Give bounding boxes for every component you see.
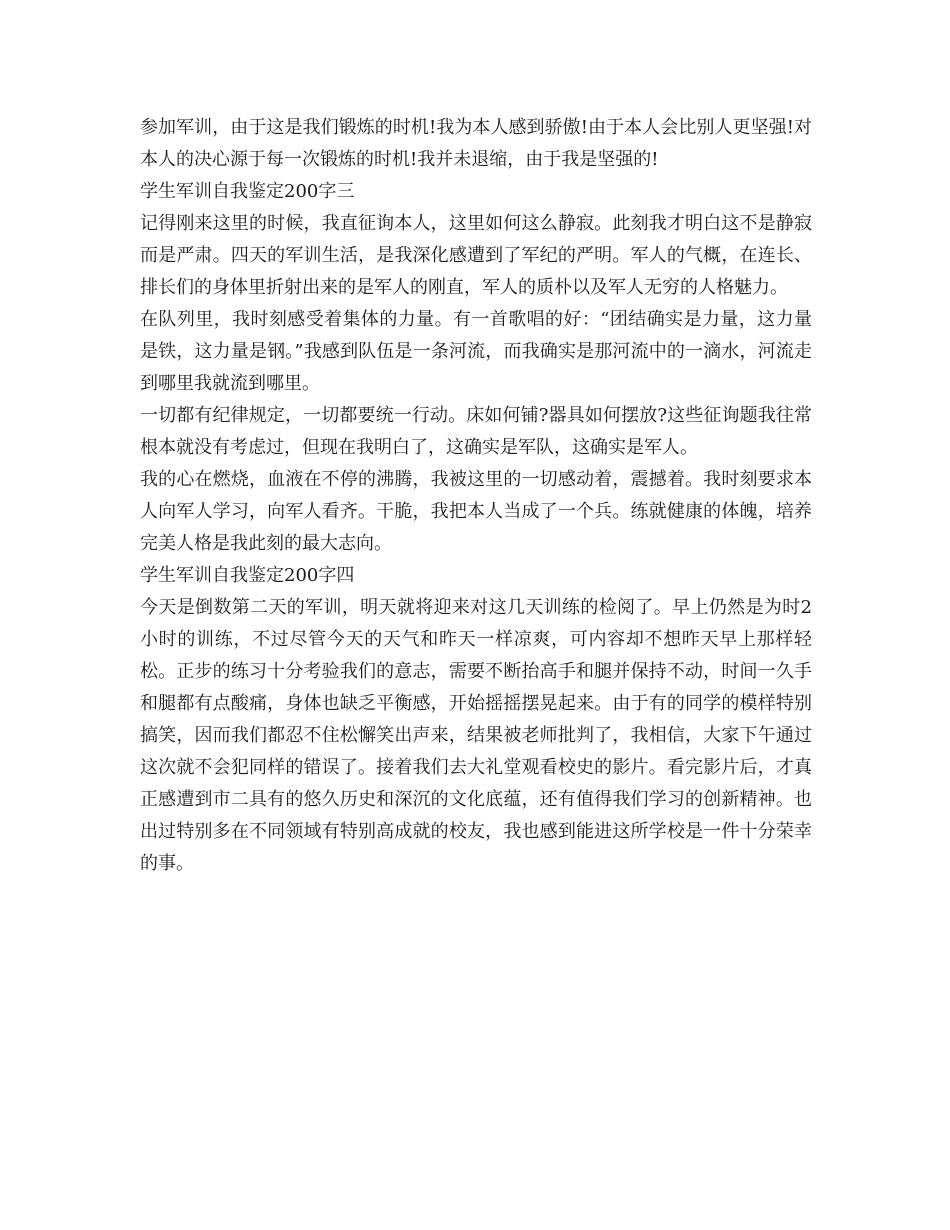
- document-body: [140, 112, 812, 880]
- paragraph-first-impression: 记得刚来这里的时候，我直征询本人，这里如何这么静寂。此刻我才明白这不是静寂而是严肃。四天的军训生活，是我深化感遭到了军纪的严明。军人的气概，在连长、排长们的身体里折射出来的是军人的刚直，军人的质朴以及军人无穷的人格魅力。: [140, 213, 812, 298]
- section-heading-four: 学生军训自我鉴定200字四: [140, 565, 355, 586]
- paragraph-intro: 参加军训，由于这是我们锻炼的时机!我为本人感到骄傲!由于本人会比别人更坚强!对本人的决心源于每一次锻炼的时机!我并未退缩，由于我是坚强的!: [140, 117, 812, 170]
- section-heading-three: 学生军训自我鉴定200字三: [140, 181, 355, 202]
- paragraph-aspiration: 我的心在燃烧，血液在不停的沸腾，我被这里的一切感动着，震撼着。我时刻要求本人向军人学习，向军人看齐。干脆，我把本人当成了一个兵。练就健康的体魄，培养完美人格是我此刻的最大志向。: [140, 469, 812, 554]
- paragraph-training-day: 今天是倒数第二天的军训，明天就将迎来对这几天训练的检阅了。早上仍然是为时2小时的训练，不过尽管今天的天气和昨天一样凉爽，可内容却不想昨天早上那样轻松。正步的练习十分考验我们的意志，需要不断抬高手和腿并保持不动，时间一久手和腿都有点酸痛，身体也缺乏平衡感，开始摇摇摆晃起来。由于有的同学的模样特别搞笑，因而我们都忍不住松懈笑出声来，结果被老师批判了，我相信，大家下午通过这次就不会犯同样的错误了。接着我们去大礼堂观看校史的影片。看完影片后，才真正感遭到市二具有的悠久历史和深沉的文化底蕴，还有值得我们学习的创新精神。也出过特别多在不同领域有特别高成就的校友，我也感到能进这所学校是一件十分荣幸的事。: [140, 597, 812, 874]
- paragraph-discipline: 一切都有纪律规定，一切都要统一行动。床如何铺?器具如何摆放?这些征询题我往常根本就没有考虑过，但现在我明白了，这确实是军队，这确实是军人。: [140, 405, 812, 458]
- paragraph-collective-strength: 在队列里，我时刻感受着集体的力量。有一首歌唱的好：“团结确实是力量，这力量是铁，这力量是钢。”我感到队伍是一条河流，而我确实是那河流中的一滴水，河流走到哪里我就流到哪里。: [140, 309, 812, 394]
